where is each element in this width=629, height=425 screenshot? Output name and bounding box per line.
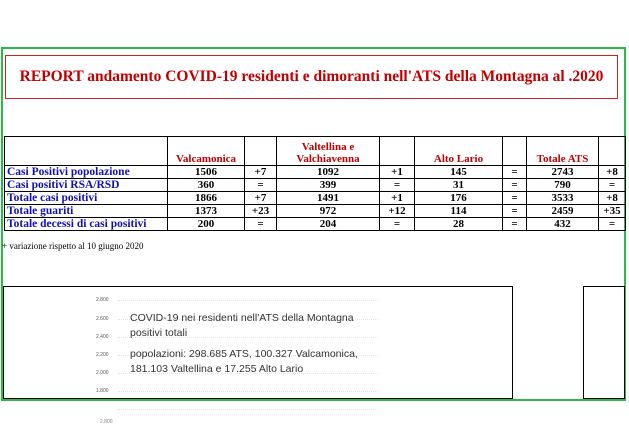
table-row (5, 192, 626, 205)
cell: 3533 (527, 192, 599, 205)
cell: 972 (277, 205, 380, 218)
table-row (5, 166, 626, 179)
y-tick-label: 2.400 (96, 334, 109, 340)
table-row (5, 218, 626, 231)
cell: = (599, 218, 626, 231)
cell: +8 (599, 166, 626, 179)
cell: +1 (380, 192, 415, 205)
cell: 114 (415, 205, 503, 218)
cell: +1 (380, 166, 415, 179)
cell: +35 (599, 205, 626, 218)
header-cell (503, 137, 527, 166)
chart-subtitle: popolazioni: 298.685 ATS, 100.327 Valcamonica, 181.103 Valtellina e 17.255 Alto Lario (130, 348, 358, 375)
cell: 1092 (277, 166, 380, 179)
header-cell (5, 137, 168, 166)
cell: 360 (168, 179, 245, 192)
cell: +8 (599, 192, 626, 205)
cell: 1373 (168, 205, 245, 218)
y-tick-label: 2.800 (96, 297, 109, 303)
cell: = (380, 218, 415, 231)
cell: 432 (527, 218, 599, 231)
cell: 1491 (277, 192, 380, 205)
cell: = (503, 192, 527, 205)
cell: = (599, 179, 626, 192)
cell: = (503, 205, 527, 218)
cell: +7 (245, 166, 277, 179)
table-row (5, 179, 626, 192)
report-title: REPORT andamento COVID-19 residenti e dimoranti nell'ATS della Montagna al .2020 (5, 55, 618, 99)
header-totale-ats: Totale ATS (527, 137, 599, 166)
cell: = (503, 218, 527, 231)
table-header-row (5, 137, 626, 166)
cell: +12 (380, 205, 415, 218)
row-label: Casi Positivi popolazione (5, 166, 168, 179)
cell: 2743 (527, 166, 599, 179)
cell: 200 (168, 218, 245, 231)
cell: 2459 (527, 205, 599, 218)
y-tick-label: 2.000 (96, 370, 109, 376)
cell: 790 (527, 179, 599, 192)
cell: 31 (415, 179, 503, 192)
cell: 1506 (168, 166, 245, 179)
header-valcamonica: Valcamonica (168, 137, 245, 166)
cell: = (503, 179, 527, 192)
chart-box (3, 286, 513, 399)
header-cell (380, 137, 415, 166)
row-label: Totale decessi di casi positivi (5, 218, 168, 231)
side-box (583, 286, 625, 399)
cell: +23 (245, 205, 277, 218)
header-cell (599, 137, 626, 166)
cell: 176 (415, 192, 503, 205)
grid-line (118, 391, 378, 392)
header-alto-lario: Alto Lario (415, 137, 503, 166)
table-row (5, 205, 626, 218)
cell: 145 (415, 166, 503, 179)
y-tick-label: 2.800 (100, 419, 113, 425)
variation-note: + variazione rispetto al 10 giugno 2020 (2, 241, 144, 251)
chart-title: COVID-19 nei residenti nell'ATS della Montagna positivi totali (130, 312, 354, 339)
cell: = (245, 179, 277, 192)
row-label: Casi positivi RSA/RSD (5, 179, 168, 192)
cell: = (245, 218, 277, 231)
cell: 28 (415, 218, 503, 231)
header-valtellina: Valtellina e Valchiavenna (277, 137, 380, 166)
y-tick-label: 2.600 (96, 316, 109, 322)
y-tick-label: 2.200 (96, 352, 109, 358)
y-tick-label: 1.800 (96, 388, 109, 394)
cell: = (503, 166, 527, 179)
cell: 204 (277, 218, 380, 231)
report-table (4, 136, 626, 231)
row-label: Totale guariti (5, 205, 168, 218)
row-label: Totale casi positivi (5, 192, 168, 205)
cell: = (380, 179, 415, 192)
header-cell (245, 137, 277, 166)
grid-line (118, 300, 378, 301)
cell: +7 (245, 192, 277, 205)
grid-line (118, 409, 378, 410)
cell: 1866 (168, 192, 245, 205)
cell: 399 (277, 179, 380, 192)
